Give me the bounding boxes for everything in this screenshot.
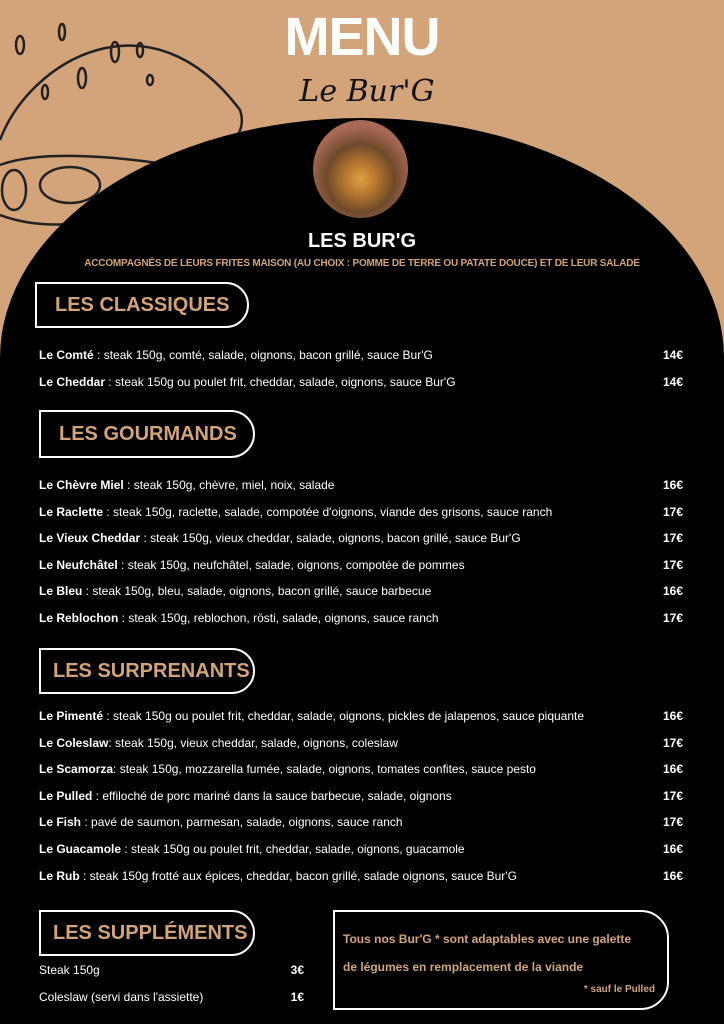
note-footnote: * sauf le Pulled	[583, 984, 655, 995]
menu-item	[39, 841, 683, 857]
menu-item-description: : steak 150g, comté, salade, oignons, bacon grillé, sauce Bur'G	[93, 348, 433, 362]
menu-item-description: : steak 150g, neufchâtel, salade, oignons, compotée de pommes	[117, 557, 465, 572]
menu-item-price: 16€	[662, 762, 683, 777]
menu-item-name: Le Cheddar	[39, 374, 106, 389]
section-title-supplements: LES SUPPLÉMENTS	[39, 910, 255, 956]
section-title-surprenants: LES SURPRENANTS	[39, 648, 255, 694]
menu-item-price: 17€	[662, 611, 683, 625]
menu-item-price: 16€	[662, 709, 683, 723]
menu-item-text	[39, 814, 403, 830]
menu-item-text	[39, 989, 203, 1005]
menu-item-text	[39, 610, 439, 626]
menu-item	[39, 708, 683, 724]
menu-item	[39, 557, 683, 573]
menu-item-price: 17€	[662, 735, 683, 750]
menu-item-description: : steak 150g, raclette, salade, compotée d'oignons, viande des grisons, sauce ranch	[103, 504, 553, 519]
menu-item-name: Le Reblochon	[39, 611, 119, 625]
menu-item-description: : steak 150g ou poulet frit, cheddar, salade, oignons, guacamole	[121, 842, 465, 856]
menu-item	[39, 610, 683, 626]
menu-item-text	[39, 761, 536, 777]
menu-item-description: : steak 150g, chèvre, miel, noix, salade	[123, 478, 335, 492]
menu-item-price: 17€	[662, 531, 683, 546]
menu-item-text	[39, 788, 452, 804]
menu-item-description: : steak 150g frotté aux épices, cheddar, bacon grillé, salade oignons, sauce Bur'G	[79, 868, 517, 883]
menu-item-description: : steak 150g, vieux cheddar, salade, oignons, coleslaw	[108, 735, 398, 750]
burger-photo	[313, 120, 408, 218]
menu-title: MENU	[284, 7, 440, 67]
menu-item	[39, 814, 683, 830]
menu-item-name: Le Pimenté	[39, 709, 104, 723]
menu-item-text	[39, 962, 100, 978]
tagline: ACCOMPAGNÉS DE LEURS FRITES MAISON (AU CHOIX : POMME DE TERRE OU PATATE DOUCE) ET DE LEUR SALADE	[84, 258, 640, 269]
menu-item-price: 17€	[662, 788, 683, 803]
menu-item-name: Le Fish	[39, 815, 82, 830]
menu-item	[39, 761, 683, 777]
menu-item-text	[39, 841, 465, 857]
section-title-classiques: LES CLASSIQUES	[35, 282, 249, 328]
menu-item-price: 17€	[662, 557, 683, 572]
menu-item	[39, 989, 304, 1005]
menu-item-price: 3€	[290, 963, 304, 977]
menu-item-text	[39, 557, 465, 573]
logo-script: Le Bur'G	[299, 74, 435, 109]
menu-item-name: Le Chèvre Miel	[39, 478, 124, 492]
menu-item-text	[39, 477, 334, 493]
menu-item-name: Steak 150g	[39, 963, 100, 977]
menu-item-text	[39, 347, 433, 363]
note-line-2: de légumes en remplacement de la viande	[343, 960, 584, 974]
menu-item	[39, 788, 683, 804]
menu-item	[39, 504, 683, 520]
menu-item-description: : steak 150g ou poulet frit, cheddar, salade, oignons, sauce Bur'G	[105, 374, 456, 389]
menu-item-description: : steak 150g, bleu, salade, oignons, bacon grillé, sauce barbecue	[82, 584, 432, 599]
menu-item-text	[39, 868, 517, 884]
menu-item	[39, 868, 683, 884]
menu-item-price: 16€	[662, 478, 683, 492]
menu-item-name: Le Pulled	[39, 788, 93, 803]
vegetarian-note	[333, 910, 669, 1010]
menu-item-price: 14€	[662, 348, 683, 362]
menu-item-name: Le Scamorza	[39, 762, 114, 777]
menu-item-text	[39, 735, 398, 751]
menu-item-name: Le Rub	[39, 868, 80, 883]
note-line-1: Tous nos Bur'G * sont adaptables avec une galette	[343, 932, 632, 946]
menu-item-text	[39, 708, 584, 724]
menu-item	[39, 583, 683, 599]
menu-item-text	[39, 583, 431, 599]
menu-item-text	[39, 374, 456, 390]
menu-item-price: 14€	[662, 374, 683, 389]
menu-item-price: 17€	[662, 504, 683, 519]
menu-item-price: 16€	[662, 842, 683, 856]
menu-item-name: Le Bleu	[39, 584, 83, 599]
menu-item-name: Coleslaw (servi dans l'assiette)	[39, 990, 204, 1004]
menu-item	[39, 962, 304, 978]
menu-item-name: Le Raclette	[39, 504, 104, 519]
menu-item-description: : steak 150g, mozzarella fumée, salade, oignons, tomates confites, sauce pesto	[113, 762, 536, 777]
menu-item-name: Le Guacamole	[39, 842, 122, 856]
menu-item-description: : steak 150g, reblochon, rösti, salade, oignons, sauce ranch	[118, 611, 439, 625]
menu-item	[39, 347, 683, 363]
menu-item-description: : pavé de saumon, parmesan, salade, oignons, sauce ranch	[81, 815, 403, 830]
menu-item-price: 16€	[662, 868, 683, 883]
menu-item-description: : steak 150g, vieux cheddar, salade, oignons, bacon grillé, sauce Bur'G	[140, 531, 521, 546]
menu-item	[39, 477, 683, 493]
section-title-gourmands: LES GOURMANDS	[39, 410, 255, 458]
menu-item-description: : effiloché de porc mariné dans la sauce barbecue, salade, oignons	[92, 788, 452, 803]
menu-item-price: 17€	[662, 815, 683, 830]
menu-item-description: : steak 150g ou poulet frit, cheddar, salade, oignons, pickles de jalapenos, sauce piquante	[103, 709, 585, 723]
menu-item-price: 16€	[662, 584, 683, 599]
menu-item-text	[39, 530, 521, 546]
menu-item-price: 1€	[290, 990, 304, 1004]
menu-item	[39, 530, 683, 546]
menu-item-name: Le Coleslaw	[39, 735, 109, 750]
menu-item-name: Le Vieux Cheddar	[39, 531, 141, 546]
menu-item-text	[39, 504, 552, 520]
menu-item	[39, 374, 683, 390]
menu-item-name: Le Comté	[39, 348, 94, 362]
menu-item-name: Le Neufchâtel	[39, 557, 118, 572]
section-heading: LES BUR'G	[307, 230, 417, 252]
menu-item	[39, 735, 683, 751]
